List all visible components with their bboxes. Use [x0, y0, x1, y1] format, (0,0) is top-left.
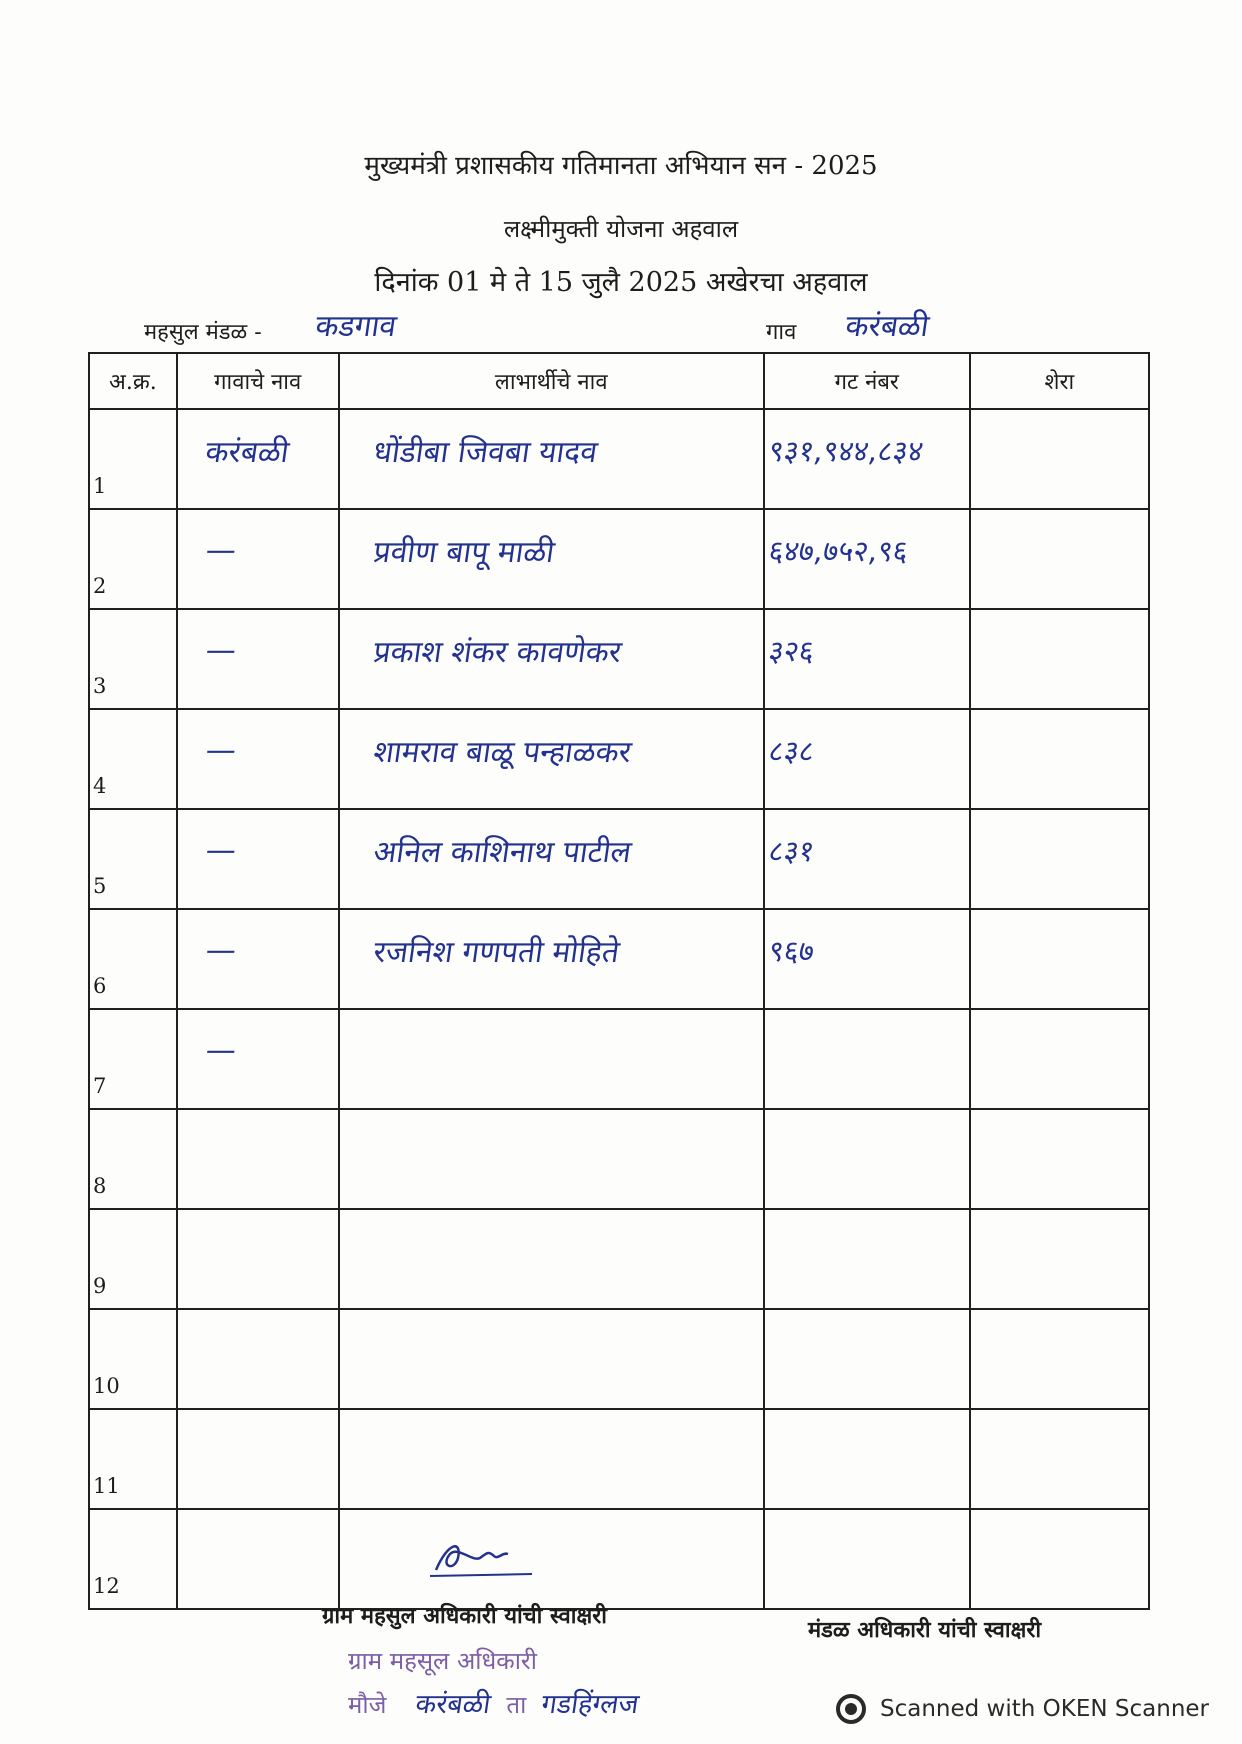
gram-officer-signature-label: ग्राम महसुल अधिकारी यांची स्वाक्षरी	[322, 1603, 607, 1629]
row-serial: 12	[89, 1509, 177, 1609]
column-header-village: गावाचे नाव	[177, 353, 339, 409]
column-header-serial: अ.क्र.	[89, 353, 177, 409]
table-row	[89, 1409, 1149, 1509]
row-village: करंबळी	[203, 434, 292, 470]
village-label: गाव	[766, 320, 797, 345]
officer-signature-mark	[428, 1532, 538, 1580]
row-serial: 6	[89, 909, 177, 1009]
table-row	[89, 1309, 1149, 1409]
row-village: —	[203, 632, 239, 668]
table-row	[89, 609, 1149, 709]
table-row	[89, 509, 1149, 609]
row-beneficiary: धोंडीबा जिवबा यादव	[370, 434, 600, 470]
row-serial: 2	[89, 509, 177, 609]
row-plot-number: ९६७	[766, 933, 817, 968]
row-beneficiary: प्रवीण बापू माळी	[370, 534, 557, 570]
row-remark	[970, 1509, 1149, 1609]
row-village: —	[203, 1032, 239, 1068]
row-serial: 3	[89, 609, 177, 709]
village-value: करंबळी	[843, 309, 932, 344]
row-beneficiary: रजनिश गणपती मोहिते	[370, 934, 622, 970]
table-row	[89, 709, 1149, 809]
table-row	[89, 809, 1149, 909]
stamp-taluka-name: गडहिंग्लज	[539, 1689, 641, 1720]
table-row	[89, 1509, 1149, 1609]
row-serial: 11	[89, 1409, 177, 1509]
revenue-circle-value: कडगाव	[313, 309, 399, 344]
column-header-plot-number: गट नंबर	[764, 353, 970, 409]
row-serial: 4	[89, 709, 177, 809]
report-main-title: मुख्यमंत्री प्रशासकीय गतिमानता अभियान सन - 2025	[364, 151, 878, 181]
row-serial: 5	[89, 809, 177, 909]
row-serial: 1	[89, 409, 177, 509]
row-remark	[970, 809, 1149, 909]
table-row	[89, 1109, 1149, 1209]
row-remark	[970, 909, 1149, 1009]
report-period: दिनांक 01 मे ते 15 जुलै 2025 अखेरचा अहवाल	[374, 267, 868, 298]
stamp-village-line	[348, 1684, 639, 1721]
row-beneficiary: प्रकाश शंकर कावणेकर	[370, 634, 624, 670]
row-remark	[970, 1009, 1149, 1109]
table-row	[89, 1009, 1149, 1109]
row-serial: 10	[89, 1309, 177, 1409]
stamp-village-name: करंबळी	[413, 1689, 493, 1720]
row-plot-number: ९३१,९४४,८३४	[766, 433, 926, 468]
row-remark	[970, 609, 1149, 709]
row-remark	[970, 1309, 1149, 1409]
row-plot-number: ८३१	[766, 833, 817, 868]
row-beneficiary: अनिल काशिनाथ पाटील	[370, 834, 634, 870]
row-village: —	[203, 932, 239, 968]
row-serial: 8	[89, 1109, 177, 1209]
table-header-row	[89, 353, 1149, 409]
stamp-village-prefix: मौजे	[348, 1691, 387, 1719]
scanner-text: Scanned with OKEN Scanner	[880, 1696, 1209, 1722]
revenue-circle-label: महसुल मंडळ -	[144, 320, 262, 345]
scanner-logo-icon	[834, 1692, 868, 1726]
beneficiary-table	[88, 352, 1150, 1610]
report-subtitle: लक्ष्मीमुक्ती योजना अहवाल	[503, 215, 739, 243]
row-serial: 9	[89, 1209, 177, 1309]
stamp-taluka-prefix: ता	[506, 1691, 527, 1719]
row-remark	[970, 1209, 1149, 1309]
row-remark	[970, 509, 1149, 609]
row-plot-number: ६४७,७५२,९६	[766, 533, 911, 568]
row-plot-number: ३२६	[766, 633, 817, 668]
row-plot-number: ८३८	[766, 733, 817, 768]
table-row	[89, 909, 1149, 1009]
table-row	[89, 409, 1149, 509]
row-village: —	[203, 832, 239, 868]
row-remark	[970, 1409, 1149, 1509]
column-header-remark: शेरा	[970, 353, 1149, 409]
mandal-officer-signature-label: मंडळ अधिकारी यांची स्वाक्षरी	[808, 1617, 1042, 1643]
column-header-beneficiary: लाभार्थीचे नाव	[339, 353, 764, 409]
row-remark	[970, 709, 1149, 809]
row-serial: 7	[89, 1009, 177, 1109]
table-row	[89, 1209, 1149, 1309]
scanner-watermark	[834, 1692, 1209, 1726]
row-village: —	[203, 732, 239, 768]
row-remark	[970, 409, 1149, 509]
row-village: —	[203, 532, 239, 568]
row-remark	[970, 1109, 1149, 1209]
row-beneficiary: शामराव बाळू पन्हाळकर	[370, 734, 634, 770]
stamp-officer-title: ग्राम महसूल अधिकारी	[348, 1647, 537, 1675]
